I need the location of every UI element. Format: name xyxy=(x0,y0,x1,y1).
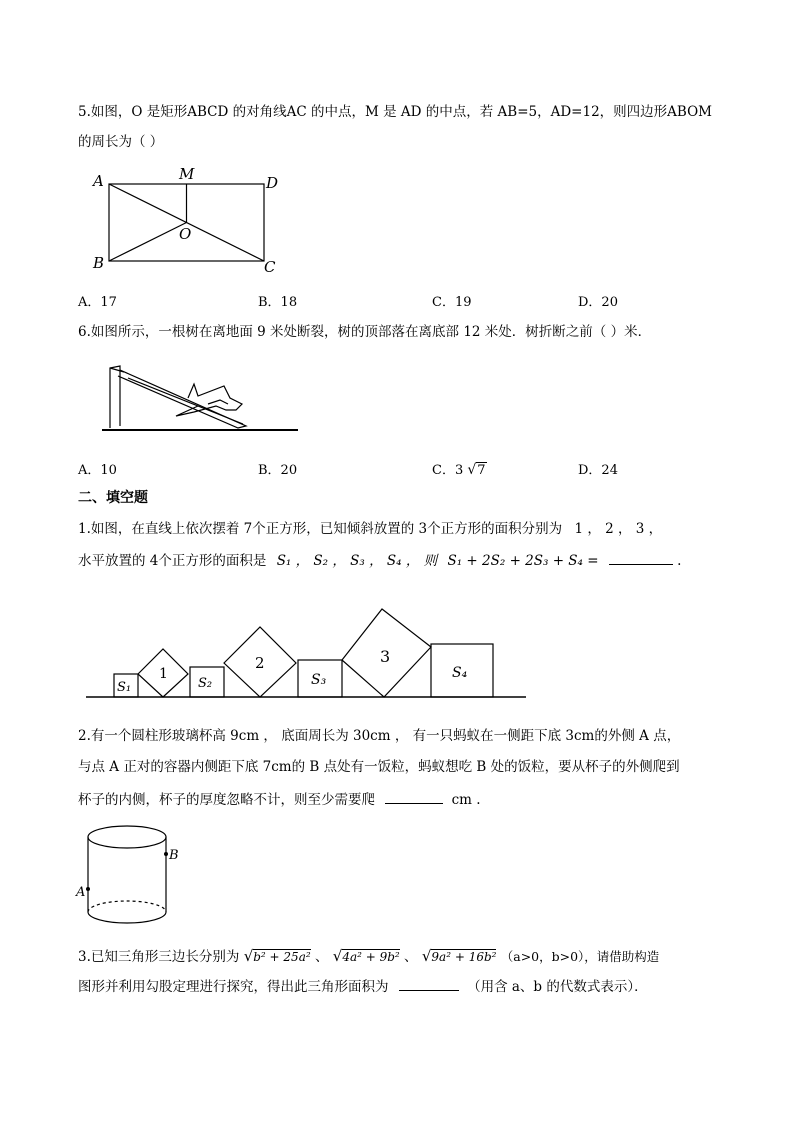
f2-unit: cm . xyxy=(451,792,481,808)
label-D: D xyxy=(266,174,279,192)
f2-answer-blank[interactable] xyxy=(385,789,443,804)
f2-line2: 与点 A 正对的容器内侧距下底 7cm的 B 点处有一饭粒，蚂蚁想吃 B 处的饭粒，要从杯子的外侧爬到 xyxy=(78,759,680,775)
q6-option-a: A．10 xyxy=(78,463,117,478)
f3-line2-text: 图形并利用勾股定理进行探究，得出此三角形面积为 xyxy=(78,979,389,995)
f1-areas: 1 ， 2 ， 3 ， xyxy=(574,521,663,537)
f3-radical-2: 4a² + 9b² xyxy=(342,950,400,964)
label-O: O xyxy=(179,225,192,243)
f3-radical-1: b² + 25a² xyxy=(253,950,311,964)
f3-sep-2: 、 xyxy=(404,949,418,965)
label-s3: S₃ xyxy=(311,672,327,688)
section-title: 二、填空题 xyxy=(78,490,148,506)
f2-line3-text: 杯子的内侧，杯子的厚度忽略不计，则至少需要爬 xyxy=(78,792,375,808)
label-B: B xyxy=(93,254,105,272)
f2-line3 xyxy=(78,789,481,810)
f3-line2 xyxy=(78,976,648,997)
squares-figure xyxy=(84,604,530,704)
label-1: 1 xyxy=(159,666,168,682)
q6-option-c-radicand: 7 xyxy=(477,463,486,478)
q5-option-c: C．19 xyxy=(432,295,472,310)
q5-line2: 的周长为（ ） xyxy=(78,134,164,150)
f2-line1: 2.有一个圆柱形玻璃杯高 9cm ， 底面周长为 30cm ， 有一只蚂蚁在一侧距下底 3cm的外侧 A 点， xyxy=(78,728,681,744)
q6-option-d: D．24 xyxy=(578,463,618,478)
f1-line1 xyxy=(78,519,662,539)
f1-line2-text: 水平放置的 4个正方形的面积是 xyxy=(78,553,267,569)
label-3: 3 xyxy=(380,647,391,666)
f1-line2: 水平放置的 4个正方形的面积是 S₁ ， S₂ ， S₃ ， S₄ ， 则 S₁ + 2S₂ + 2S₃ + S₄ = . xyxy=(78,550,681,571)
label-s2: S₂ xyxy=(198,676,213,691)
f3-answer-blank[interactable] xyxy=(399,976,459,991)
q6-line1: 6.如图所示，一根树在离地面 9 米处断裂，树的顶部落在离底部 12 米处．树折断之前（ ）米． xyxy=(78,324,652,340)
f3-line1: 3.已知三角形三边长分别为 √b² + 25a² 、 √4a² + 9b² 、 √9a² + 16b² （a>0，b>0），请借助构造 xyxy=(78,947,660,965)
label-A: A xyxy=(93,172,104,190)
f3-sep-1: 、 xyxy=(314,949,329,965)
f1-expression: S₁ + 2S₂ + 2S₃ + S₄ = xyxy=(447,553,599,569)
q5-option-a: A．17 xyxy=(78,295,117,310)
label-cyl-A: A xyxy=(76,885,86,900)
f3-radical-3: 9a² + 16b² xyxy=(431,950,497,964)
f3-line1-text: 3.已知三角形三边长分别为 xyxy=(78,949,240,965)
f1-line1-text: 1.如图，在直线上依次摆着 7个正方形，已知倾斜放置的 3个正方形的面积分别为 xyxy=(78,521,563,537)
q6-option-c: C．3 √7 xyxy=(432,462,486,478)
q5-option-d: D．20 xyxy=(578,295,618,310)
label-cyl-B: B xyxy=(169,848,179,863)
q6-option-b: B．20 xyxy=(258,463,298,478)
rectangle-figure xyxy=(85,163,290,278)
label-M: M xyxy=(179,165,195,183)
label-C: C xyxy=(264,258,276,276)
broken-tree-figure xyxy=(98,360,300,436)
label-2: 2 xyxy=(255,654,265,672)
cylinder-figure xyxy=(74,820,186,932)
q5-line1: 5.如图，O 是矩形ABCD 的对角线AC 的中点，M 是 AD 的中点，若 AB=5，AD=12，则四边形ABOM xyxy=(78,104,712,120)
f3-condition: （a>0，b>0），请借助构造 xyxy=(500,949,660,964)
f3-line2-tail: （用含 a、b 的代数式表示）． xyxy=(467,979,648,995)
q5-option-b: B．18 xyxy=(258,295,298,310)
label-s4: S₄ xyxy=(452,665,468,681)
f1-answer-blank[interactable] xyxy=(609,550,673,565)
f1-s-list: S₁ ， S₂ ， S₃ ， S₄ ， 则 xyxy=(276,553,438,569)
label-s1: S₁ xyxy=(117,680,132,695)
q6-option-c-label: C．3 xyxy=(432,463,464,478)
